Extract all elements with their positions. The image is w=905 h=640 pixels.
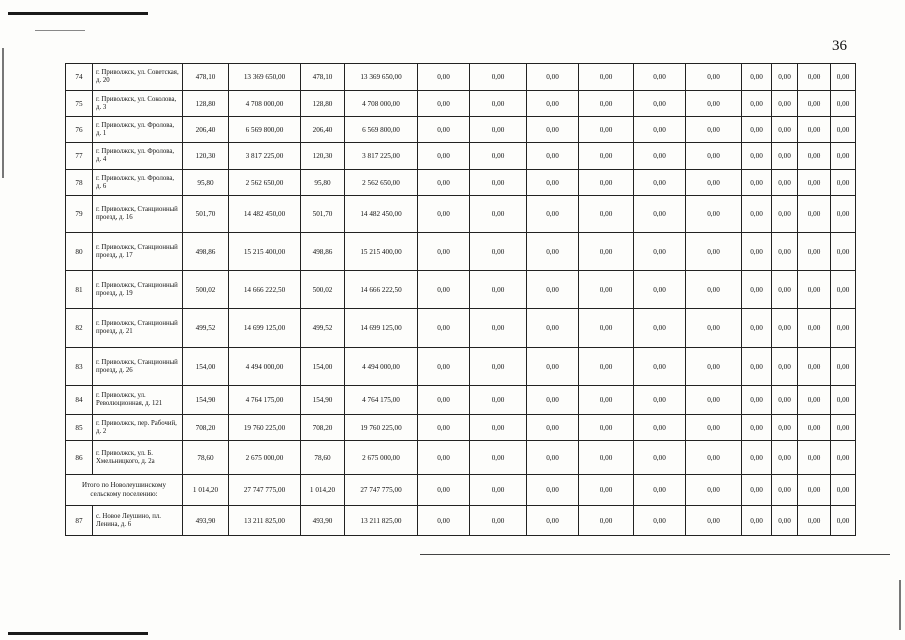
row-number: 82 bbox=[66, 309, 93, 348]
zero-value-cell: 0,00 bbox=[418, 415, 470, 441]
cost-cell-2: 4 764 175,00 bbox=[345, 386, 418, 415]
zero-value-cell: 0,00 bbox=[527, 196, 579, 233]
address-cell: г. Приволжск, ул. Б. Хмельницкого, д. 2а bbox=[93, 441, 183, 475]
zero-value-cell: 0,00 bbox=[579, 170, 634, 196]
cost-cell-2: 6 569 800,00 bbox=[345, 117, 418, 143]
area-cell-2: 500,02 bbox=[301, 271, 345, 309]
address-cell: г. Приволжск, Станционный проезд, д. 26 bbox=[93, 348, 183, 386]
zero-value-cell: 0,00 bbox=[418, 441, 470, 475]
zero-value-cell: 0,00 bbox=[470, 386, 527, 415]
total-label: Итого по Новолеушинскому сельскому поселению: bbox=[66, 475, 183, 506]
area-cell-2: 95,80 bbox=[301, 170, 345, 196]
zero-value-cell: 0,00 bbox=[686, 196, 742, 233]
zero-value-cell: 0,00 bbox=[527, 117, 579, 143]
table-row bbox=[66, 309, 856, 348]
page-number: 36 bbox=[832, 38, 847, 54]
zero-value-cell: 0,00 bbox=[527, 415, 579, 441]
cost-cell-2: 2 562 650,00 bbox=[345, 170, 418, 196]
zero-value-cell: 0,00 bbox=[579, 441, 634, 475]
zero-value-cell: 0,00 bbox=[772, 415, 798, 441]
zero-value-cell: 0,00 bbox=[798, 506, 831, 536]
zero-value-cell: 0,00 bbox=[634, 441, 686, 475]
zero-value-cell: 0,00 bbox=[527, 64, 579, 91]
address-cell: г. Приволжск, ул. Революционная, д. 121 bbox=[93, 386, 183, 415]
row-number: 86 bbox=[66, 441, 93, 475]
zero-value-cell: 0,00 bbox=[470, 348, 527, 386]
zero-value-cell: 0,00 bbox=[742, 475, 772, 506]
zero-value-cell: 0,00 bbox=[798, 415, 831, 441]
zero-value-cell: 0,00 bbox=[686, 475, 742, 506]
zero-value-cell: 0,00 bbox=[418, 506, 470, 536]
table-row bbox=[66, 117, 856, 143]
zero-value-cell: 0,00 bbox=[742, 386, 772, 415]
zero-value-cell: 0,00 bbox=[634, 233, 686, 271]
cost-cell: 14 482 450,00 bbox=[229, 196, 301, 233]
zero-value-cell: 0,00 bbox=[470, 441, 527, 475]
zero-value-cell: 0,00 bbox=[470, 143, 527, 170]
cost-cell: 4 494 000,00 bbox=[229, 348, 301, 386]
scan-artifact-top-bar bbox=[8, 12, 148, 15]
zero-value-cell: 0,00 bbox=[772, 91, 798, 117]
address-cell: г. Приволжск, Станционный проезд, д. 21 bbox=[93, 309, 183, 348]
zero-value-cell: 0,00 bbox=[470, 415, 527, 441]
zero-value-cell: 0,00 bbox=[418, 309, 470, 348]
area-cell: 154,00 bbox=[183, 348, 229, 386]
zero-value-cell: 0,00 bbox=[579, 506, 634, 536]
zero-value-cell: 0,00 bbox=[470, 506, 527, 536]
zero-value-cell: 0,00 bbox=[686, 64, 742, 91]
area-cell: 120,30 bbox=[183, 143, 229, 170]
zero-value-cell: 0,00 bbox=[742, 117, 772, 143]
address-cell: г. Приволжск, ул. Соколова, д. 3 bbox=[93, 91, 183, 117]
zero-value-cell: 0,00 bbox=[772, 117, 798, 143]
zero-value-cell: 0,00 bbox=[742, 441, 772, 475]
area-cell-2: 708,20 bbox=[301, 415, 345, 441]
zero-value-cell: 0,00 bbox=[470, 271, 527, 309]
zero-value-cell: 0,00 bbox=[418, 64, 470, 91]
zero-value-cell: 0,00 bbox=[772, 170, 798, 196]
zero-value-cell: 0,00 bbox=[798, 64, 831, 91]
zero-value-cell: 0,00 bbox=[579, 415, 634, 441]
row-number: 77 bbox=[66, 143, 93, 170]
zero-value-cell: 0,00 bbox=[798, 441, 831, 475]
cost-cell-2: 14 666 222,50 bbox=[345, 271, 418, 309]
zero-value-cell: 0,00 bbox=[831, 415, 856, 441]
zero-value-cell: 0,00 bbox=[798, 91, 831, 117]
cost-cell-2: 19 760 225,00 bbox=[345, 415, 418, 441]
zero-value-cell: 0,00 bbox=[470, 64, 527, 91]
zero-value-cell: 0,00 bbox=[634, 91, 686, 117]
area-cell: 478,10 bbox=[183, 64, 229, 91]
zero-value-cell: 0,00 bbox=[418, 386, 470, 415]
area-cell: 1 014,20 bbox=[183, 475, 229, 506]
zero-value-cell: 0,00 bbox=[831, 386, 856, 415]
cost-cell-2: 4 494 000,00 bbox=[345, 348, 418, 386]
table-row bbox=[66, 386, 856, 415]
zero-value-cell: 0,00 bbox=[579, 143, 634, 170]
cost-cell-2: 13 211 825,00 bbox=[345, 506, 418, 536]
zero-value-cell: 0,00 bbox=[634, 271, 686, 309]
zero-value-cell: 0,00 bbox=[772, 348, 798, 386]
zero-value-cell: 0,00 bbox=[527, 170, 579, 196]
area-cell: 78,60 bbox=[183, 441, 229, 475]
zero-value-cell: 0,00 bbox=[634, 196, 686, 233]
row-number: 85 bbox=[66, 415, 93, 441]
zero-value-cell: 0,00 bbox=[470, 91, 527, 117]
table-row bbox=[66, 196, 856, 233]
table-body bbox=[66, 64, 856, 536]
zero-value-cell: 0,00 bbox=[470, 475, 527, 506]
address-cell: г. Приволжск, Станционный проезд, д. 16 bbox=[93, 196, 183, 233]
zero-value-cell: 0,00 bbox=[418, 143, 470, 170]
zero-value-cell: 0,00 bbox=[772, 271, 798, 309]
zero-value-cell: 0,00 bbox=[634, 143, 686, 170]
table-row bbox=[66, 143, 856, 170]
zero-value-cell: 0,00 bbox=[798, 117, 831, 143]
zero-value-cell: 0,00 bbox=[831, 143, 856, 170]
zero-value-cell: 0,00 bbox=[831, 91, 856, 117]
zero-value-cell: 0,00 bbox=[831, 170, 856, 196]
zero-value-cell: 0,00 bbox=[527, 233, 579, 271]
zero-value-cell: 0,00 bbox=[527, 441, 579, 475]
zero-value-cell: 0,00 bbox=[798, 233, 831, 271]
row-number: 74 bbox=[66, 64, 93, 91]
area-cell-2: 154,00 bbox=[301, 348, 345, 386]
row-number: 87 bbox=[66, 506, 93, 536]
area-cell-2: 154,90 bbox=[301, 386, 345, 415]
zero-value-cell: 0,00 bbox=[418, 117, 470, 143]
zero-value-cell: 0,00 bbox=[418, 475, 470, 506]
area-cell-2: 1 014,20 bbox=[301, 475, 345, 506]
zero-value-cell: 0,00 bbox=[686, 117, 742, 143]
zero-value-cell: 0,00 bbox=[579, 348, 634, 386]
zero-value-cell: 0,00 bbox=[772, 441, 798, 475]
zero-value-cell: 0,00 bbox=[579, 386, 634, 415]
zero-value-cell: 0,00 bbox=[470, 170, 527, 196]
zero-value-cell: 0,00 bbox=[742, 170, 772, 196]
zero-value-cell: 0,00 bbox=[742, 64, 772, 91]
zero-value-cell: 0,00 bbox=[527, 309, 579, 348]
zero-value-cell: 0,00 bbox=[634, 348, 686, 386]
cost-cell-2: 13 369 650,00 bbox=[345, 64, 418, 91]
row-number: 79 bbox=[66, 196, 93, 233]
cost-cell: 14 666 222,50 bbox=[229, 271, 301, 309]
row-number: 84 bbox=[66, 386, 93, 415]
zero-value-cell: 0,00 bbox=[579, 271, 634, 309]
address-cell: г. Приволжск, ул. Фролова, д. 1 bbox=[93, 117, 183, 143]
cost-cell-2: 15 215 400,00 bbox=[345, 233, 418, 271]
table-row bbox=[66, 233, 856, 271]
row-number: 81 bbox=[66, 271, 93, 309]
zero-value-cell: 0,00 bbox=[772, 386, 798, 415]
zero-value-cell: 0,00 bbox=[772, 475, 798, 506]
area-cell: 128,80 bbox=[183, 91, 229, 117]
zero-value-cell: 0,00 bbox=[772, 233, 798, 271]
zero-value-cell: 0,00 bbox=[686, 143, 742, 170]
area-cell: 154,90 bbox=[183, 386, 229, 415]
cost-cell-2: 14 699 125,00 bbox=[345, 309, 418, 348]
area-cell-2: 206,40 bbox=[301, 117, 345, 143]
zero-value-cell: 0,00 bbox=[742, 309, 772, 348]
scan-artifact-top-dash bbox=[35, 30, 85, 31]
area-cell: 501,70 bbox=[183, 196, 229, 233]
zero-value-cell: 0,00 bbox=[686, 441, 742, 475]
cost-cell: 27 747 775,00 bbox=[229, 475, 301, 506]
zero-value-cell: 0,00 bbox=[579, 309, 634, 348]
area-cell: 206,40 bbox=[183, 117, 229, 143]
table-row bbox=[66, 91, 856, 117]
cost-cell-2: 4 708 000,00 bbox=[345, 91, 418, 117]
cost-cell: 4 708 000,00 bbox=[229, 91, 301, 117]
zero-value-cell: 0,00 bbox=[686, 309, 742, 348]
cost-cell-2: 14 482 450,00 bbox=[345, 196, 418, 233]
zero-value-cell: 0,00 bbox=[772, 64, 798, 91]
zero-value-cell: 0,00 bbox=[527, 506, 579, 536]
zero-value-cell: 0,00 bbox=[579, 233, 634, 271]
zero-value-cell: 0,00 bbox=[798, 143, 831, 170]
row-number: 78 bbox=[66, 170, 93, 196]
zero-value-cell: 0,00 bbox=[686, 386, 742, 415]
zero-value-cell: 0,00 bbox=[579, 64, 634, 91]
address-cell: г. Приволжск, пер. Рабочий, д. 2 bbox=[93, 415, 183, 441]
zero-value-cell: 0,00 bbox=[831, 441, 856, 475]
zero-value-cell: 0,00 bbox=[634, 475, 686, 506]
zero-value-cell: 0,00 bbox=[742, 91, 772, 117]
area-cell-2: 478,10 bbox=[301, 64, 345, 91]
cost-cell: 3 817 225,00 bbox=[229, 143, 301, 170]
cost-cell: 6 569 800,00 bbox=[229, 117, 301, 143]
area-cell-2: 499,52 bbox=[301, 309, 345, 348]
cost-cell: 2 562 650,00 bbox=[229, 170, 301, 196]
area-cell-2: 78,60 bbox=[301, 441, 345, 475]
zero-value-cell: 0,00 bbox=[686, 91, 742, 117]
zero-value-cell: 0,00 bbox=[470, 196, 527, 233]
cost-cell: 14 699 125,00 bbox=[229, 309, 301, 348]
cost-cell: 15 215 400,00 bbox=[229, 233, 301, 271]
zero-value-cell: 0,00 bbox=[798, 348, 831, 386]
zero-value-cell: 0,00 bbox=[742, 348, 772, 386]
cost-cell: 13 211 825,00 bbox=[229, 506, 301, 536]
zero-value-cell: 0,00 bbox=[831, 196, 856, 233]
zero-value-cell: 0,00 bbox=[798, 475, 831, 506]
zero-value-cell: 0,00 bbox=[579, 475, 634, 506]
zero-value-cell: 0,00 bbox=[772, 309, 798, 348]
zero-value-cell: 0,00 bbox=[686, 170, 742, 196]
zero-value-cell: 0,00 bbox=[634, 386, 686, 415]
scan-artifact-left-edge bbox=[2, 48, 4, 178]
zero-value-cell: 0,00 bbox=[579, 196, 634, 233]
zero-value-cell: 0,00 bbox=[831, 117, 856, 143]
table-row bbox=[66, 348, 856, 386]
address-cell: г. Приволжск, Станционный проезд, д. 17 bbox=[93, 233, 183, 271]
cost-cell: 2 675 000,00 bbox=[229, 441, 301, 475]
scan-artifact-bottom-bar bbox=[8, 632, 148, 635]
zero-value-cell: 0,00 bbox=[831, 475, 856, 506]
zero-value-cell: 0,00 bbox=[418, 348, 470, 386]
zero-value-cell: 0,00 bbox=[798, 170, 831, 196]
scan-artifact-right-edge bbox=[899, 580, 901, 630]
zero-value-cell: 0,00 bbox=[418, 91, 470, 117]
zero-value-cell: 0,00 bbox=[798, 196, 831, 233]
zero-value-cell: 0,00 bbox=[527, 271, 579, 309]
zero-value-cell: 0,00 bbox=[418, 233, 470, 271]
table-row bbox=[66, 271, 856, 309]
cost-cell: 13 369 650,00 bbox=[229, 64, 301, 91]
area-cell: 493,90 bbox=[183, 506, 229, 536]
zero-value-cell: 0,00 bbox=[798, 309, 831, 348]
zero-value-cell: 0,00 bbox=[634, 506, 686, 536]
table-row bbox=[66, 506, 856, 536]
row-number: 83 bbox=[66, 348, 93, 386]
zero-value-cell: 0,00 bbox=[742, 415, 772, 441]
zero-value-cell: 0,00 bbox=[470, 117, 527, 143]
total-row bbox=[66, 475, 856, 506]
zero-value-cell: 0,00 bbox=[418, 170, 470, 196]
zero-value-cell: 0,00 bbox=[579, 117, 634, 143]
zero-value-cell: 0,00 bbox=[579, 91, 634, 117]
area-cell: 708,20 bbox=[183, 415, 229, 441]
zero-value-cell: 0,00 bbox=[686, 233, 742, 271]
row-number: 75 bbox=[66, 91, 93, 117]
address-cell: г. Приволжск, ул. Советская, д. 20 bbox=[93, 64, 183, 91]
row-number: 76 bbox=[66, 117, 93, 143]
area-cell-2: 493,90 bbox=[301, 506, 345, 536]
zero-value-cell: 0,00 bbox=[742, 233, 772, 271]
cost-cell-2: 3 817 225,00 bbox=[345, 143, 418, 170]
zero-value-cell: 0,00 bbox=[742, 271, 772, 309]
zero-value-cell: 0,00 bbox=[831, 233, 856, 271]
zero-value-cell: 0,00 bbox=[418, 271, 470, 309]
area-cell-2: 498,86 bbox=[301, 233, 345, 271]
address-cell: г. Приволжск, Станционный проезд, д. 19 bbox=[93, 271, 183, 309]
zero-value-cell: 0,00 bbox=[418, 196, 470, 233]
zero-value-cell: 0,00 bbox=[634, 64, 686, 91]
address-cell: г. Приволжск, ул. Фролова, д. 4 bbox=[93, 143, 183, 170]
address-cell: г. Приволжск, ул. Фролова, д. 6 bbox=[93, 170, 183, 196]
area-cell-2: 120,30 bbox=[301, 143, 345, 170]
zero-value-cell: 0,00 bbox=[742, 196, 772, 233]
zero-value-cell: 0,00 bbox=[634, 309, 686, 348]
cost-cell-2: 2 675 000,00 bbox=[345, 441, 418, 475]
cost-cell-2: 27 747 775,00 bbox=[345, 475, 418, 506]
zero-value-cell: 0,00 bbox=[634, 170, 686, 196]
zero-value-cell: 0,00 bbox=[686, 415, 742, 441]
area-cell: 498,86 bbox=[183, 233, 229, 271]
zero-value-cell: 0,00 bbox=[831, 506, 856, 536]
zero-value-cell: 0,00 bbox=[742, 143, 772, 170]
zero-value-cell: 0,00 bbox=[686, 506, 742, 536]
zero-value-cell: 0,00 bbox=[527, 91, 579, 117]
zero-value-cell: 0,00 bbox=[772, 506, 798, 536]
scan-artifact-bottom-rule bbox=[420, 554, 890, 555]
area-cell: 499,52 bbox=[183, 309, 229, 348]
table-row bbox=[66, 170, 856, 196]
zero-value-cell: 0,00 bbox=[831, 348, 856, 386]
area-cell: 95,80 bbox=[183, 170, 229, 196]
zero-value-cell: 0,00 bbox=[831, 64, 856, 91]
cost-cell: 4 764 175,00 bbox=[229, 386, 301, 415]
table-row bbox=[66, 64, 856, 91]
zero-value-cell: 0,00 bbox=[686, 348, 742, 386]
address-cell: с. Новое Леушино, пл. Ленина, д. 6 bbox=[93, 506, 183, 536]
zero-value-cell: 0,00 bbox=[798, 271, 831, 309]
area-cell-2: 501,70 bbox=[301, 196, 345, 233]
zero-value-cell: 0,00 bbox=[527, 348, 579, 386]
property-register-table bbox=[65, 63, 856, 536]
area-cell-2: 128,80 bbox=[301, 91, 345, 117]
zero-value-cell: 0,00 bbox=[527, 143, 579, 170]
zero-value-cell: 0,00 bbox=[686, 271, 742, 309]
zero-value-cell: 0,00 bbox=[772, 196, 798, 233]
zero-value-cell: 0,00 bbox=[470, 233, 527, 271]
zero-value-cell: 0,00 bbox=[798, 386, 831, 415]
zero-value-cell: 0,00 bbox=[527, 475, 579, 506]
zero-value-cell: 0,00 bbox=[772, 143, 798, 170]
zero-value-cell: 0,00 bbox=[831, 309, 856, 348]
zero-value-cell: 0,00 bbox=[634, 415, 686, 441]
zero-value-cell: 0,00 bbox=[831, 271, 856, 309]
table-row bbox=[66, 415, 856, 441]
zero-value-cell: 0,00 bbox=[527, 386, 579, 415]
zero-value-cell: 0,00 bbox=[634, 117, 686, 143]
table-row bbox=[66, 441, 856, 475]
row-number: 80 bbox=[66, 233, 93, 271]
area-cell: 500,02 bbox=[183, 271, 229, 309]
cost-cell: 19 760 225,00 bbox=[229, 415, 301, 441]
zero-value-cell: 0,00 bbox=[470, 309, 527, 348]
zero-value-cell: 0,00 bbox=[742, 506, 772, 536]
